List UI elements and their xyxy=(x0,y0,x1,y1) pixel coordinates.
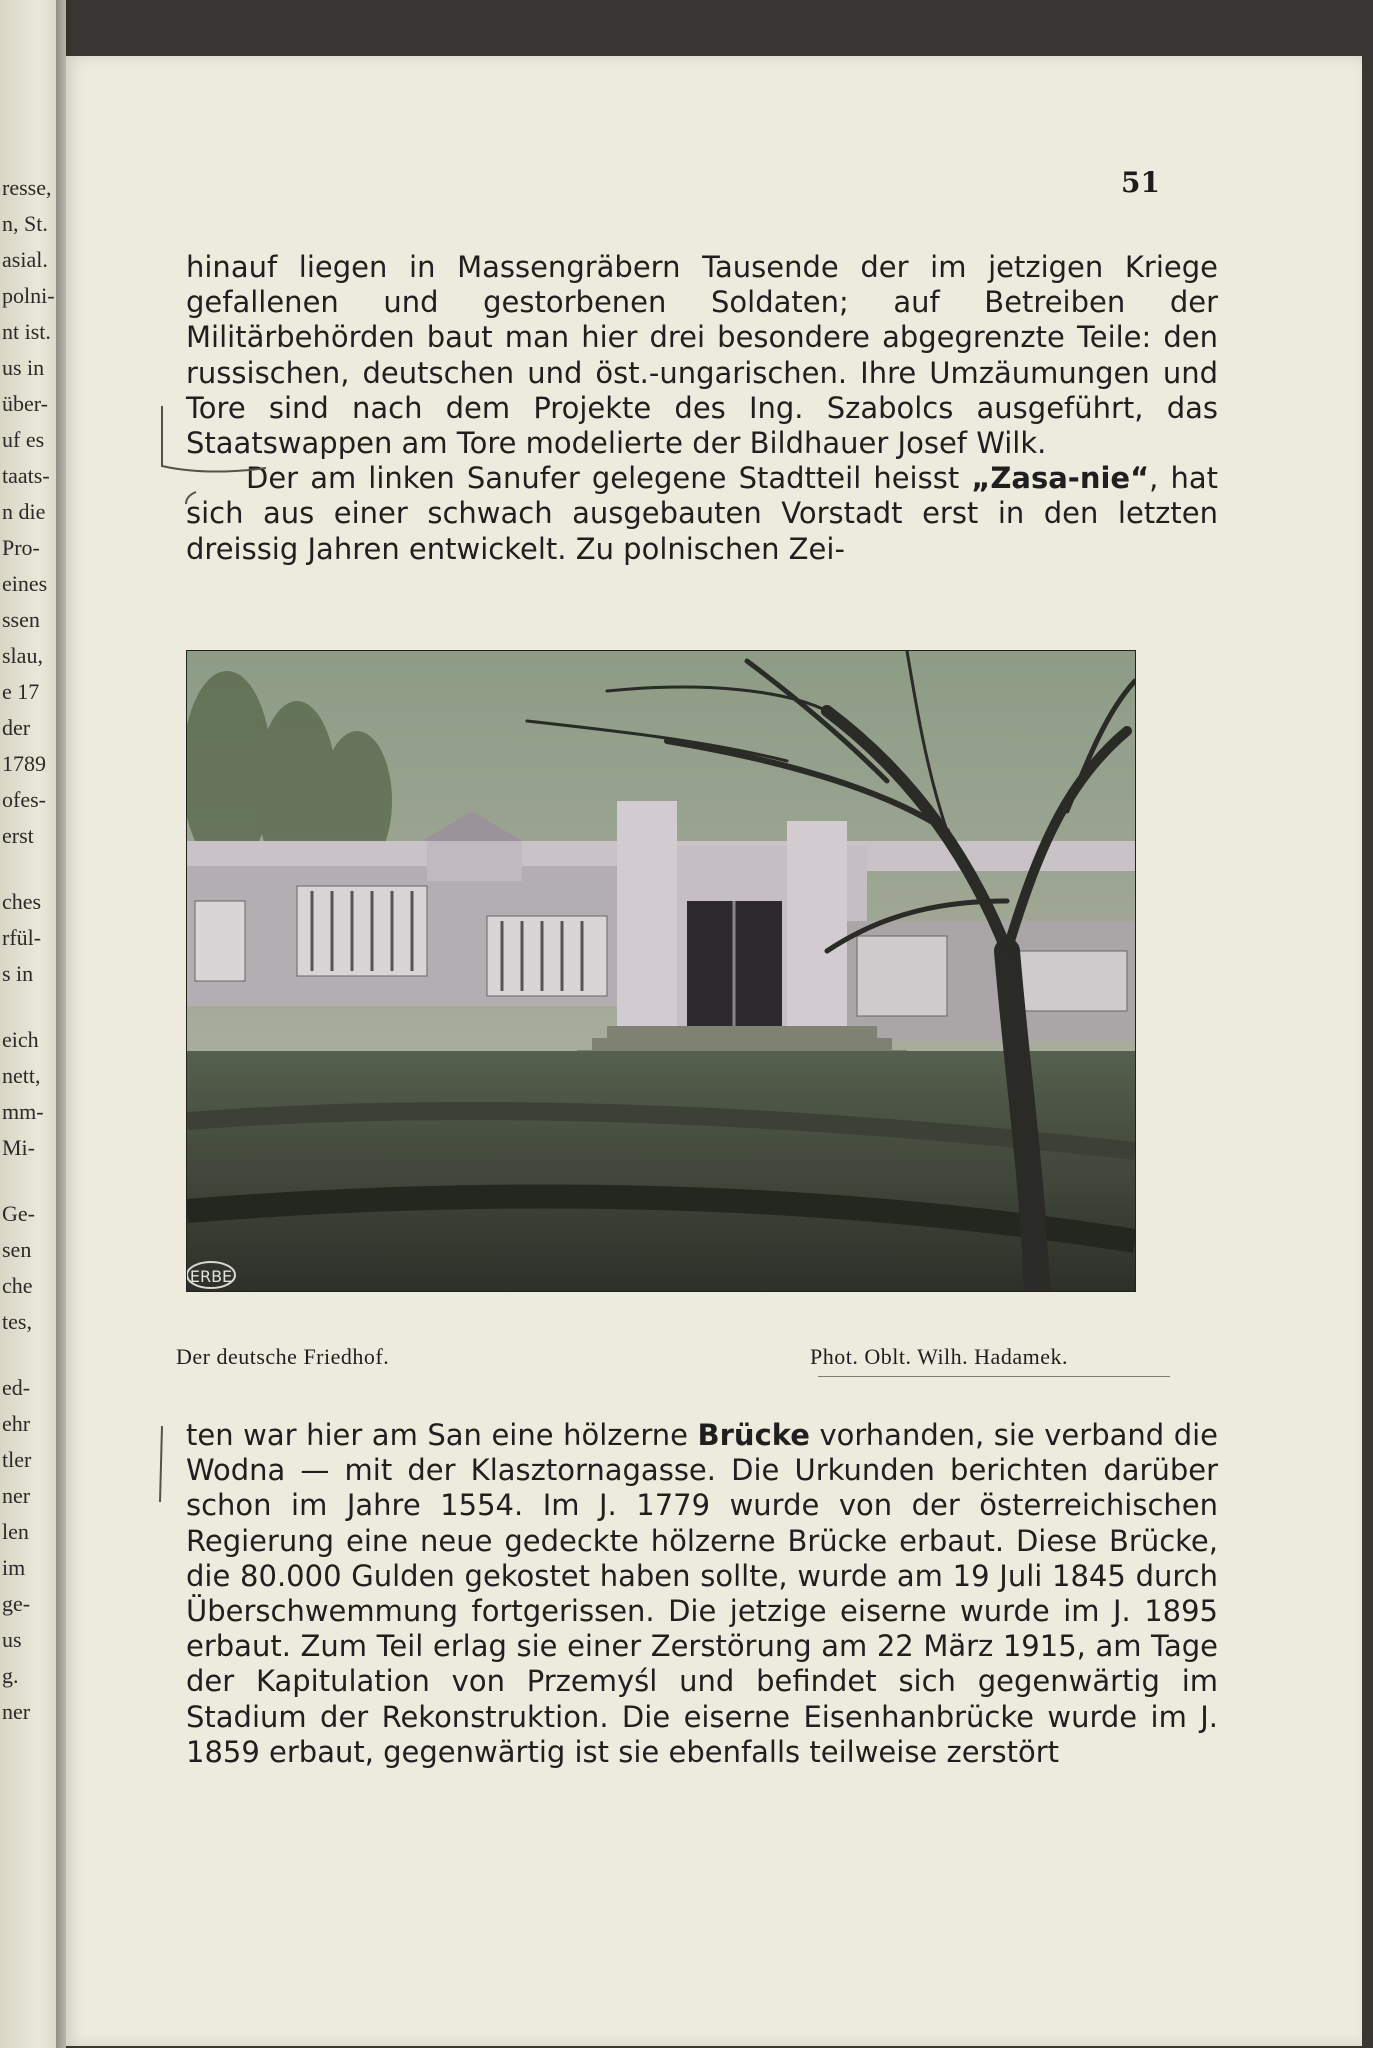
left-page-fragment: uf es xyxy=(2,427,45,452)
left-page-fragment: slau, xyxy=(2,643,43,668)
paragraph-cemetery: hinauf liegen in Massengräbern Tausende der im jetzigen Kriege gefallenen und gestorbenen Soldaten; auf Betreiben der Militärbehörden baut man hier drei besondere abgegrenzte Teile: den russischen, deutschen und öst.-ungarischen. Ihre Umzäumungen und Tore sind nach dem Projekte des Ing. Szabolcs ausgeführt, das Staatswappen am Tore modelierte der Bildhauer Josef Wilk. xyxy=(186,250,1218,461)
photo-german-cemetery xyxy=(186,650,1136,1292)
left-page-fragment: eich xyxy=(2,1027,39,1052)
bridge-text-before: ten war hier am San eine hölzerne xyxy=(186,1418,698,1452)
left-page-fragment: Pro- xyxy=(2,535,40,560)
left-page-fragment: über- xyxy=(2,391,48,416)
left-page-fragment: tes, xyxy=(2,1309,32,1334)
left-page-fragment: ches xyxy=(2,889,42,914)
zasanie-text-before: Der am linken Sanufer gelegene Stadtteil heisst xyxy=(246,461,972,496)
left-page-fragment: ed- xyxy=(2,1375,31,1400)
bridge-bold: Brücke xyxy=(697,1418,810,1452)
bridge-text-after: vorhanden, sie verband die Wodna — mit der Klasztornagasse. Die Urkunden berichten darüber schon im Jahre 1554. Im J. 1779 wurde von der österreichischen Regierung eine neue gedeckte hölzerne Brücke erbaut. Diese Brücke, die 80.000 Gulden gekostet haben sollte, wurde am 19 Juli 1845 durch Überschwemmung fortgerissen. Die jetzige eiserne wurde im J. 1895 erbaut. Zum Teil erlag sie einer Zerstörung am 22 März 1915, am Tage der Kapitulation von Przemyśl und befindet sich gegenwärtig im Stadium der Rekonstruktion. Die eiserne Eisenhanbrücke wurde im J. 1859 erbaut, gegenwärtig ist sie ebenfalls teilweise zerstört xyxy=(186,1418,1218,1769)
left-page-fragment: n, St. xyxy=(2,211,48,236)
left-page-fragment: ner xyxy=(2,1699,31,1724)
left-page-fragment: sen xyxy=(2,1237,32,1262)
left-page-fragment: nt ist. xyxy=(2,319,51,344)
left-page-fragment: ner xyxy=(2,1483,31,1508)
pencil-margin-line xyxy=(154,1422,174,1512)
left-page-fragment: g. xyxy=(2,1663,19,1688)
left-page-fragment: ehr xyxy=(2,1411,31,1436)
paragraph-zasanie xyxy=(186,461,1218,567)
left-page-fragment: tler xyxy=(2,1447,32,1472)
left-page-fragment: n die xyxy=(2,499,46,524)
left-page-fragment: len xyxy=(2,1519,29,1544)
left-page-fragment: s in xyxy=(2,961,34,986)
logo-text: ERBE xyxy=(189,1267,233,1286)
ground xyxy=(187,1051,1135,1291)
left-page-fragment: taats- xyxy=(2,463,50,488)
text-block-top xyxy=(186,250,1218,567)
text-block-bottom xyxy=(186,1418,1218,1770)
left-page-fragment: asial. xyxy=(2,247,48,272)
photo-caption: Der deutsche Friedhof. xyxy=(176,1344,390,1369)
photo-credit: Phot. Oblt. Wilh. Hadamek. xyxy=(810,1344,1068,1369)
left-page-fragment: nett, xyxy=(2,1063,41,1088)
paragraph-bridge xyxy=(186,1418,1218,1770)
left-page-fragment: ge- xyxy=(2,1591,31,1616)
left-page-fragment: im xyxy=(2,1555,26,1580)
left-page-fragment: eines xyxy=(2,571,48,596)
left-page-fragment: ofes- xyxy=(2,787,46,812)
left-page-fragment: erst xyxy=(2,823,34,848)
left-page-fragment: e 17 xyxy=(2,679,40,704)
left-page-fragment: mm- xyxy=(2,1099,44,1124)
left-page-fragment: der xyxy=(2,715,31,740)
photo-illustration xyxy=(187,651,1135,1291)
left-page-fragment: Ge- xyxy=(2,1201,35,1226)
left-page-fragment: polni- xyxy=(2,283,55,308)
page-number: 51 xyxy=(1121,166,1160,199)
zasanie-bold: „Zasa-nie“ xyxy=(971,461,1150,496)
left-page-fragment: Mi- xyxy=(2,1135,35,1160)
left-page-fragment: us xyxy=(2,1627,22,1652)
caption-underline xyxy=(818,1376,1170,1377)
left-page-fragment: rfül- xyxy=(2,925,42,950)
left-page-fragment: che xyxy=(2,1273,33,1298)
left-page-fragment: ssen xyxy=(2,607,40,632)
left-page-fragment: 1789 xyxy=(2,751,46,776)
left-page-fragment: us in xyxy=(2,355,45,380)
book-page xyxy=(66,56,1362,2046)
zasanie-text-after: , hat sich aus einer schwach ausgebauten Vorstadt erst in den letzten dreissig Jahren entwickelt. Zu polnischen Zei- xyxy=(186,461,1218,566)
left-page-fragment: resse, xyxy=(2,175,52,200)
